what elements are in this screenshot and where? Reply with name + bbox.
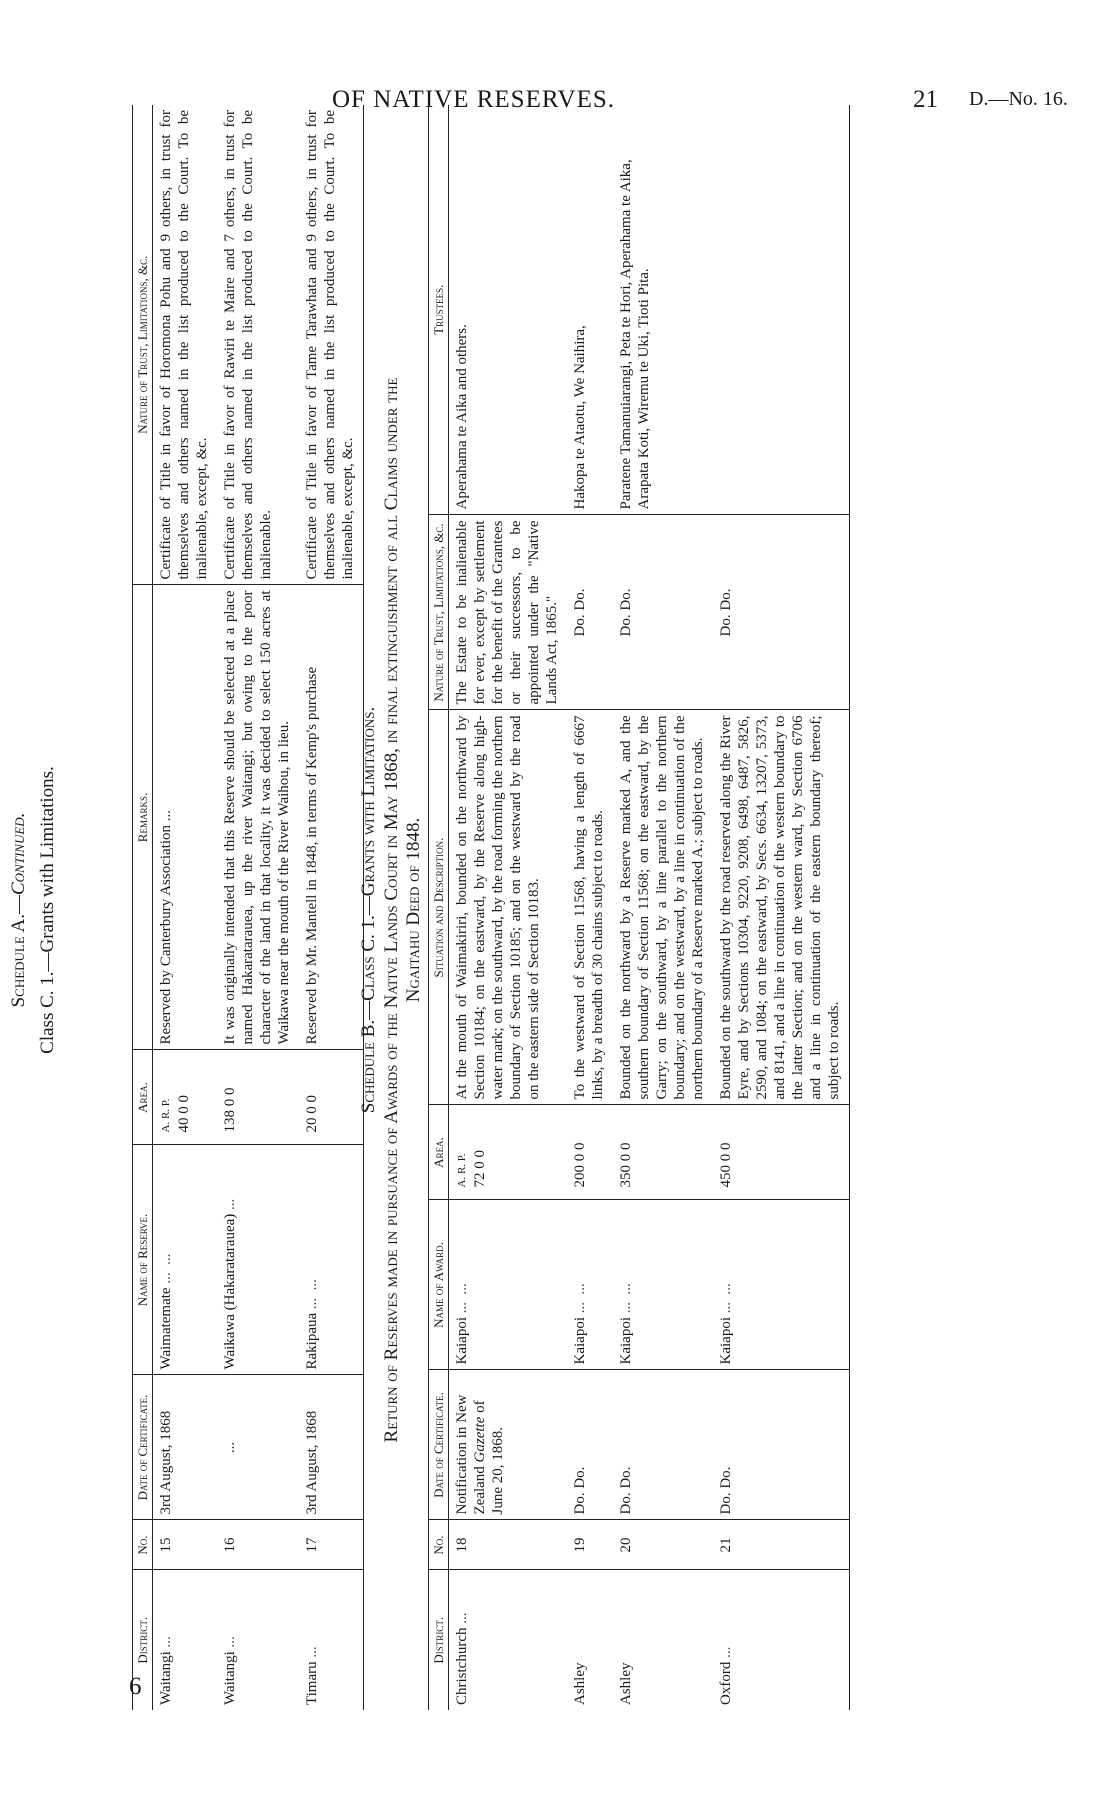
name-cell: Kaiapoi ... ...: [713, 1200, 850, 1370]
trustees-cell: [713, 105, 850, 515]
reserve-name: Waikawa (Hakaratarauea): [222, 1213, 238, 1370]
name-cell: Waikawa (Hakaratarauea) ...: [217, 1145, 299, 1375]
district: Waitangi: [222, 1651, 238, 1705]
district-cell: Christchurch ...: [454, 1612, 470, 1705]
date-tail: of June 20, 1868.: [472, 1400, 506, 1515]
number-cell: 20: [613, 1520, 713, 1570]
name-cell: Rakipaua ... ...: [299, 1145, 364, 1375]
date-cell: Do. Do.: [713, 1370, 850, 1520]
column-header-name: Name of Award.: [429, 1200, 449, 1370]
column-header-area: Area.: [429, 1105, 449, 1200]
column-header-no: No.: [133, 1520, 153, 1570]
remarks-cell: Reserved by Canterbury Association ...: [153, 585, 218, 1050]
nature-cell: The Estate to be inalienable for ever, except by settlement for the benefit of the Grantees or their successors, to be appointed under the "Native Lands Act, 1865.": [449, 515, 568, 710]
name-cell: Kaiapoi ... ...: [613, 1200, 713, 1370]
date-cell: ...: [217, 1375, 299, 1520]
column-header-district: District.: [133, 1570, 153, 1710]
district-cell: Oxford ...: [713, 1570, 850, 1710]
number-cell: 16: [217, 1520, 299, 1570]
table-row: [299, 105, 364, 1710]
table-header-row: [133, 105, 153, 1710]
nature-cell: Certificate of Title in favor of Horomona Pohu and 9 others, in trust for themselves and others named in the list produced to the Court. To be inalienable, except, &c.: [153, 105, 218, 585]
nature-cell: Do. Do.: [713, 515, 850, 710]
area-cell: 450 0 0: [713, 1105, 850, 1200]
situation-cell: Bounded on the northward by a Reserve marked A, and the southern boundary of Section 11568; on the eastward, by the Garry; on the southward, by a line parallel to the northern boundary; and on the westward, by a line in continuation of the northern boundary of a Reserve marked A.; subject to roads.: [613, 710, 713, 1105]
district-cell: Ashley: [572, 1662, 588, 1705]
schedule-a-title-lead: Schedule A.—: [8, 895, 29, 1008]
district: Waitangi: [158, 1651, 174, 1705]
area-cell: 138 0 0: [217, 1050, 299, 1145]
column-header-date: Date of Certificate.: [133, 1375, 153, 1520]
number-cell: 18: [449, 1520, 568, 1570]
schedule-b-subtitle-line1: Return of Reserves made in pursuance of Awards of the Native Lands Court in May 1868, in final extinguishment of all Claims under the: [381, 377, 402, 1443]
side-page-number: 6: [129, 1673, 142, 1700]
district: Timaru: [304, 1661, 320, 1705]
area-units: A. R. P.: [456, 1153, 468, 1188]
name-cell: Kaiapoi ... ...: [449, 1200, 568, 1370]
area-value: 40 0 0: [176, 1095, 192, 1133]
schedule-a-table: [132, 105, 364, 1710]
area-units: A. R. P.: [160, 1098, 172, 1133]
reserve-name: Rakipaua: [304, 1312, 320, 1370]
table-row: [613, 105, 713, 1710]
schedule-b-table: [428, 105, 850, 1710]
schedule-b-title: Schedule B.—Class C. 1.—Grants with Limitations.: [358, 706, 379, 1114]
nature-cell: Do. Do.: [567, 515, 613, 710]
table-row: [713, 105, 850, 1710]
area-value: 72 0 0: [472, 1150, 488, 1188]
schedule-a-subtitle: Class C. 1.—Grants with Limitations.: [37, 766, 58, 1054]
column-header-nature: Nature of Trust, Limitations, &c.: [133, 105, 153, 585]
page-number: 21: [913, 86, 938, 113]
award-name: Kaiapoi: [618, 1317, 634, 1365]
date-cell: Do. Do.: [613, 1370, 713, 1520]
column-header-area: Area.: [133, 1050, 153, 1145]
table-row: [153, 105, 218, 1710]
district: Oxford: [718, 1661, 734, 1705]
column-header-remarks: Remarks.: [133, 585, 153, 1050]
number-cell: 15: [153, 1520, 218, 1570]
district-cell: Waitangi ...: [158, 1636, 174, 1705]
district-cell: Waitangi ...: [222, 1636, 238, 1705]
number-cell: 21: [713, 1520, 850, 1570]
area-cell: 200 0 0: [567, 1105, 613, 1200]
award-name: Kaiapoi: [718, 1317, 734, 1365]
trustees-cell: Paratene Tamanuiarangi, Peta te Hori, Aperahama te Aika, Arapata Koti, Wiremu te Uki, Tioti Pita.: [613, 105, 713, 515]
column-header-name: Name of Reserve.: [133, 1145, 153, 1375]
column-header-trustees: Trustees.: [429, 105, 449, 515]
date-cell: 3rd August, 1868: [299, 1375, 364, 1520]
situation-cell: At the mouth of Waimakiriri, bounded on the northward by Section 10184; on the eastward, by the Reserve along high-water mark; on the southward, by the road forming the northern boundary of Section 10185; and on the westward by the road on the eastern side of Section 10183.: [449, 710, 568, 1105]
district: Christchurch: [454, 1627, 470, 1705]
name-cell: Waimatemate ... ...: [153, 1145, 218, 1375]
award-name: Kaiapoi: [572, 1317, 588, 1365]
schedule-a-title-italic: Continued.: [8, 812, 29, 896]
date-cell: [449, 1370, 568, 1520]
document-reference: D.—No. 16.: [969, 88, 1068, 110]
situation-cell: Bounded on the southward by the road reserved along the River Eyre, and by Sections 10304, 9220, 9208, 6498, 6487, 5826, 2590, and 1084; on the eastward, by Secs. 6634, 13207, 5373, and 8141, and a line in continuation of the western boundary to the latter Section; and on the western ward, by Section 6706 and a line in continuation of the eastern boundary thereof; subject to roads.: [713, 710, 850, 1105]
area-cell: [449, 1105, 568, 1200]
reserve-name: Waimatemate: [158, 1287, 174, 1370]
table-header-row: [429, 105, 449, 1710]
schedule-b-subtitle-line2: Ngaitahu Deed of 1848.: [403, 817, 424, 1003]
district-cell: Ashley: [618, 1662, 634, 1705]
column-header-district: District.: [429, 1570, 449, 1710]
date-cell: 3rd August, 1868: [153, 1375, 218, 1520]
number-cell: 17: [299, 1520, 364, 1570]
name-cell: Kaiapoi ... ...: [567, 1200, 613, 1370]
date-lead: Notification in New Zealand: [454, 1394, 488, 1515]
date-cell: Do. Do.: [567, 1370, 613, 1520]
area-cell: 20 0 0: [299, 1050, 364, 1145]
column-header-situation: Situation and Description.: [429, 710, 449, 1105]
number-cell: 19: [567, 1520, 613, 1570]
trustees-cell: Aperahama te Aika and others.: [449, 105, 568, 515]
table-row: [567, 105, 613, 1710]
remarks-cell: Reserved by Mr. Mantell in 1848, in terms of Kemp's purchase: [299, 585, 364, 1050]
schedule-a-title: [8, 120, 30, 1700]
area-cell: 350 0 0: [613, 1105, 713, 1200]
remarks-cell: It was originally intended that this Reserve should be selected at a place named Hakaratarauea, up the river Waitangi; but owing to the poor character of the land in that locality, it was decided to select 150 acres at Waikawa near the mouth of the River Waihou, in lieu.: [217, 585, 299, 1050]
table-row: [217, 105, 299, 1710]
trustees-cell: Hakopa te Ataotu, We Naihira,: [567, 105, 613, 515]
situation-cell: To the westward of Section 11568, having a length of 6667 links, by a breadth of 30 chains subject to roads.: [567, 710, 613, 1105]
column-header-nature: Nature of Trust, Limitations, &c.: [429, 515, 449, 710]
nature-cell: Do. Do.: [613, 515, 713, 710]
area-cell: [153, 1050, 218, 1145]
nature-cell: Certificate of Title in favor of Tame Tarawhata and 9 others, in trust for themselves and others named in the list produced to the Court. To be inalienable, except, &c.: [299, 105, 364, 585]
district-cell: Timaru ...: [299, 1570, 364, 1710]
column-header-date: Date of Certificate.: [429, 1370, 449, 1520]
nature-cell: Certificate of Title in favor of Rawiri te Maire and 7 others, in trust for themselves and others named in the list produced to the Court. To be inalienable.: [217, 105, 299, 585]
column-header-no: No.: [429, 1520, 449, 1570]
award-name: Kaiapoi: [454, 1317, 470, 1365]
running-title: OF NATIVE RESERVES.: [332, 86, 615, 113]
date-italic: Gazette: [472, 1416, 488, 1463]
table-row: [449, 105, 568, 1710]
